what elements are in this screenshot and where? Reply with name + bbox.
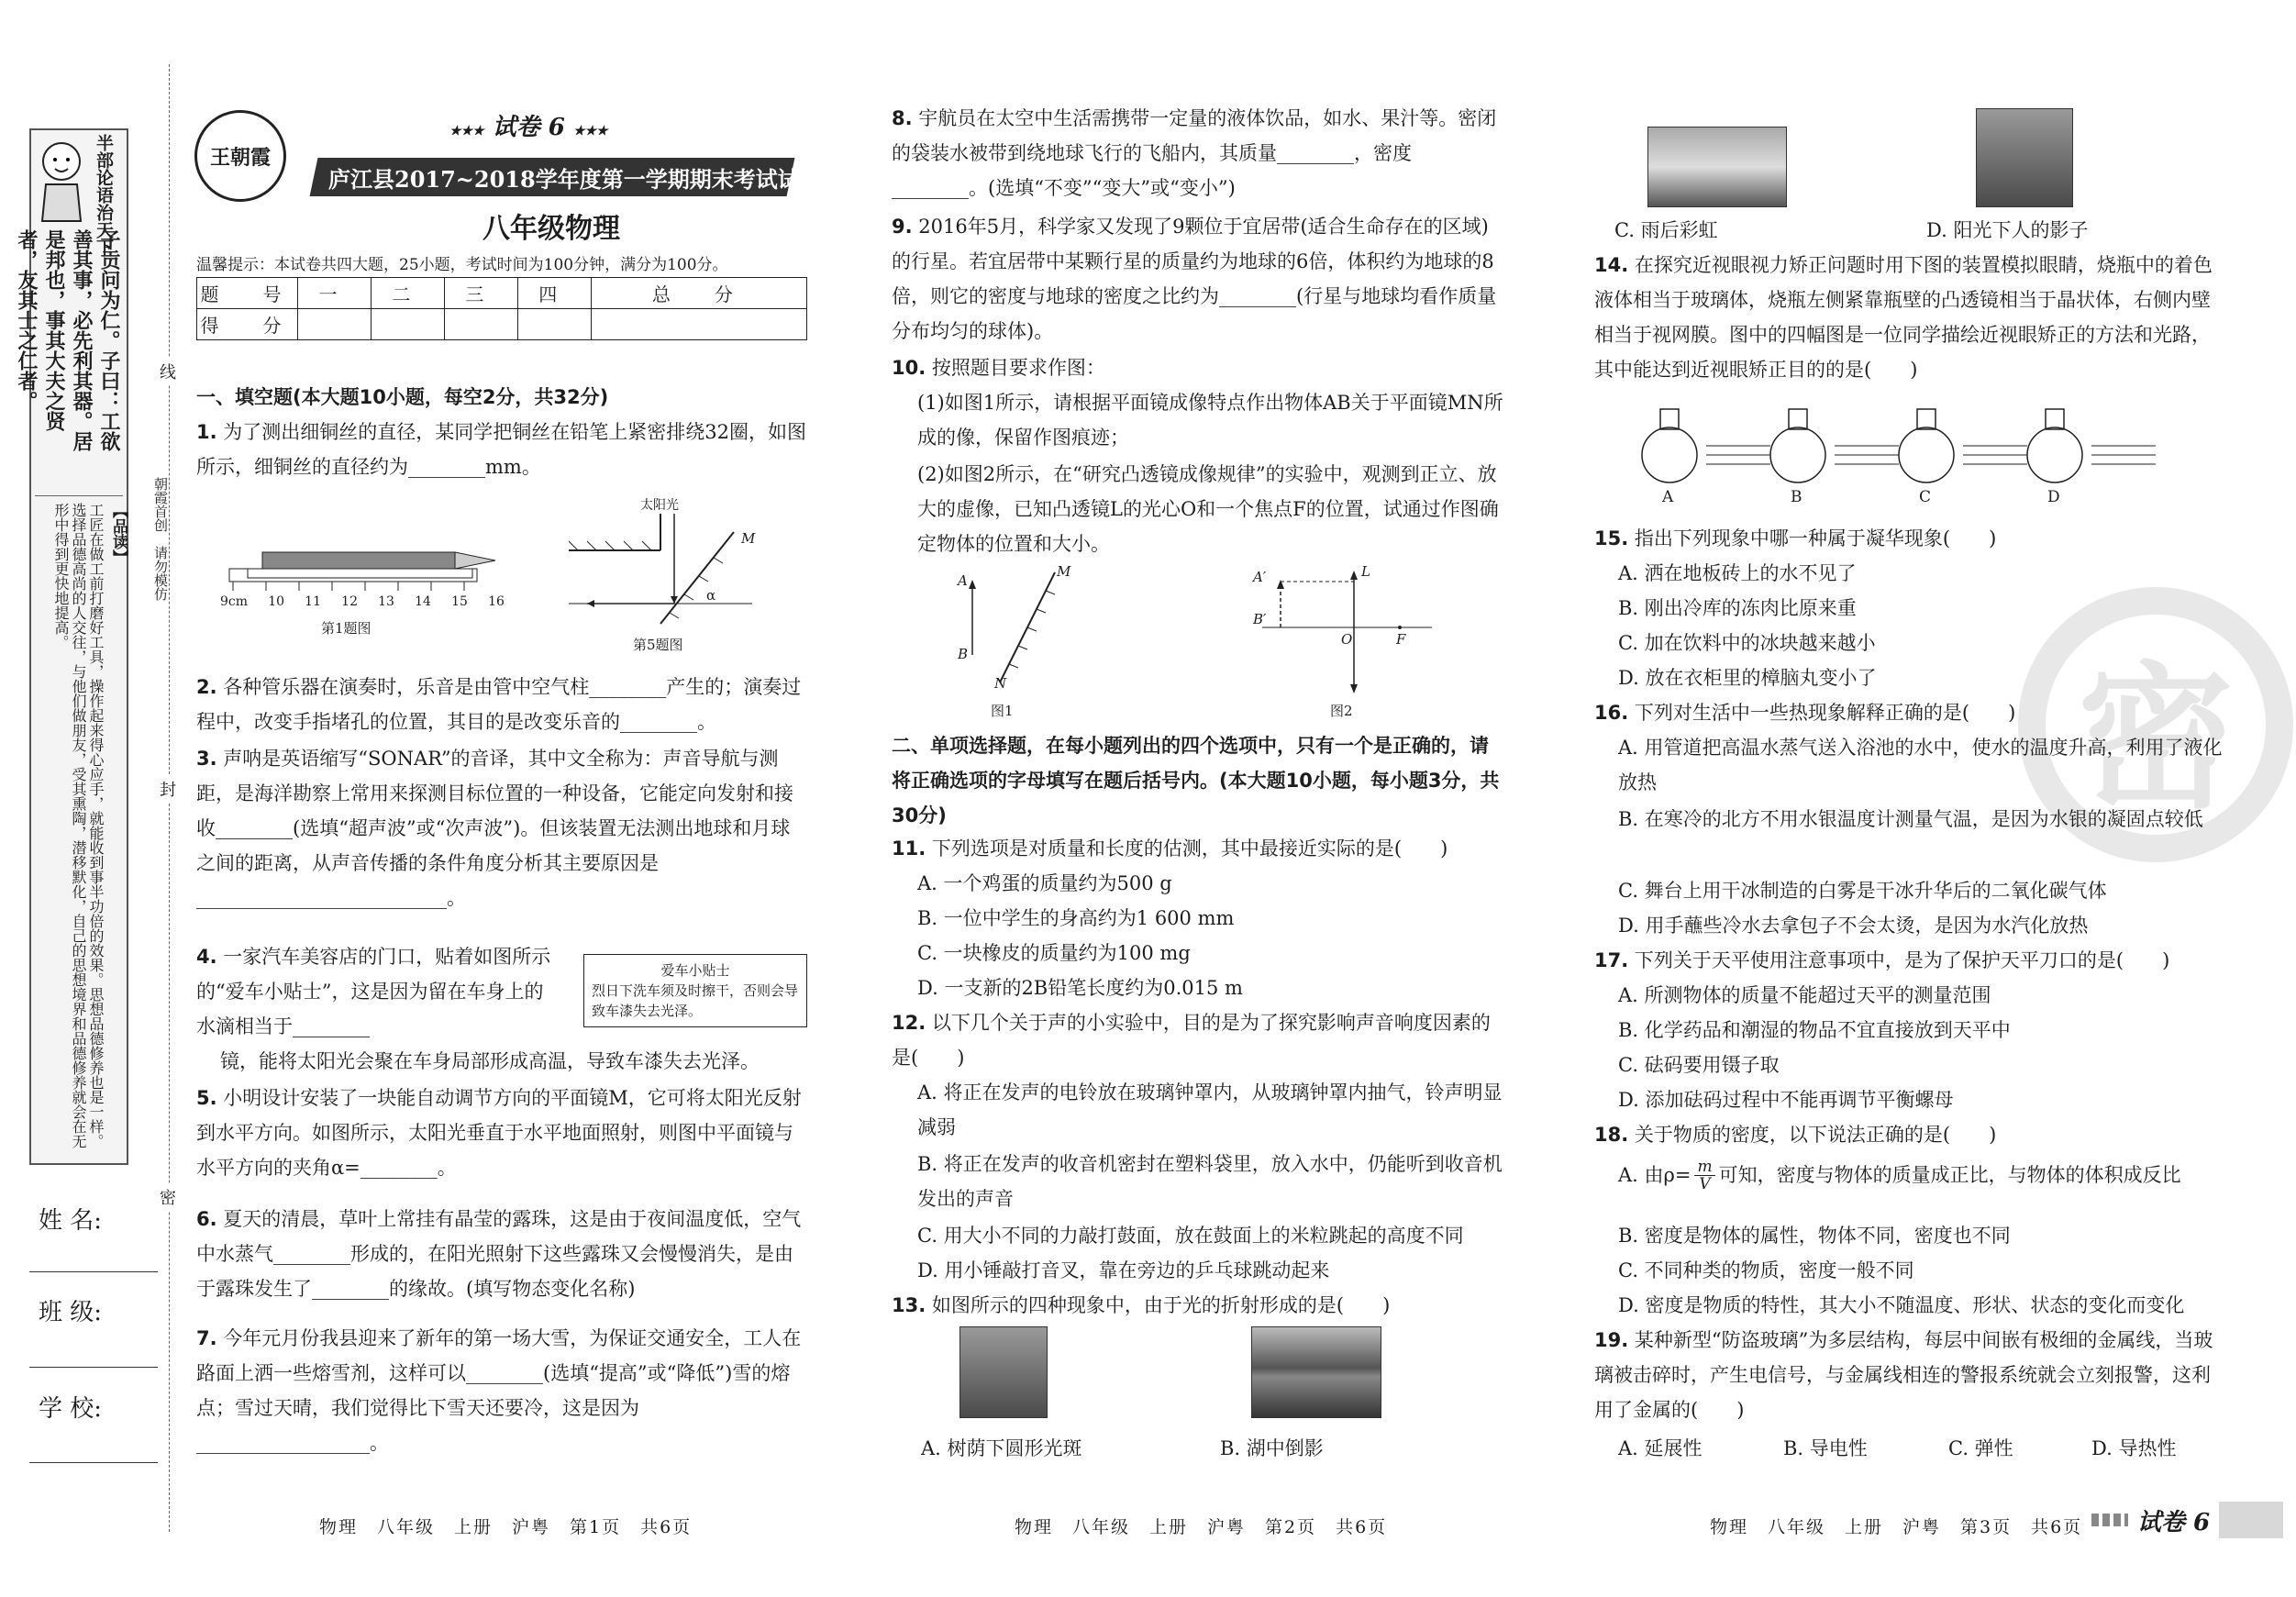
q10-fig1: [954, 563, 1101, 719]
footer-page-1: 物理 八年级 上册 沪粤 第1页 共6页: [319, 1517, 693, 1537]
question-17: [1594, 943, 2227, 978]
ruler-label: 16: [488, 594, 505, 609]
fig2-label-B: B′: [1253, 611, 1267, 627]
q11-option-a[interactable]: A. 一个鸡蛋的质量约为500 g: [917, 872, 1172, 894]
fig5-alpha-label: α: [706, 587, 716, 604]
q15-option-a[interactable]: A. 洒在地板砖上的水不见了: [1618, 562, 1857, 584]
q-num: 3.: [196, 748, 217, 770]
question-6: [196, 1202, 807, 1306]
q10-fig2: [1253, 563, 1436, 719]
question-3: [196, 741, 807, 915]
question-10-2: (2)如图2所示，在“研究凸透镜成像规律”的实验中，观测到正立、放大的虚像，已知凸透镜L的光心O和一个焦点F的位置，试通过作图确定物体的位置和大小。: [917, 463, 1499, 555]
fig2-caption: 图2: [1330, 703, 1353, 719]
q7-text: 今年元月份我县迎来了新年的第一场大雪，为保证交通安全，工人在路面上洒一些熔雪剂，这样可以________(选填“提高”或“降低”)雪的熔点；雪过天晴，我们觉得比下雪天还要冷，这是因为__________________。: [196, 1327, 802, 1454]
school-label: 学 校:: [39, 1395, 103, 1423]
q-num: 19.: [1594, 1329, 1629, 1351]
q1-text: 为了测出细铜丝的直径，某同学把铜丝在铅笔上紧密排绕32圈，如图所示，细铜丝的直径约为________mm。: [196, 421, 807, 478]
fig2-label-L: L: [1361, 563, 1370, 580]
car-tip-title: 爱车小贴士: [660, 962, 730, 979]
stars-right: ★★★: [572, 124, 608, 139]
section-2-title: 二、单项选择题，在每小题列出的四个选项中，只有一个是正确的，请将正确选项的字母填写在题后括号内。(本大题10小题，每小题3分，共30分): [892, 735, 1500, 826]
school-field[interactable]: [29, 1462, 158, 1463]
score-head-5: 总 分: [591, 278, 806, 309]
sidebar-pindu: 工匠在做工前打磨好工具，操作起来得心应手，就能收到事半功倍的效果。思想品德修养也是一样。选择品德高尚的人交往，与他们做朋友，受其熏陶，潜移默化，自己的思想境界和品德修养就会在无形中得到更快地提高。: [52, 503, 105, 1148]
question-16: [1594, 695, 2227, 730]
stars-left: ★★★: [449, 124, 484, 139]
q-num: 18.: [1594, 1124, 1629, 1146]
q16-text: 下列对生活中一些热现象解释正确的是( ): [1634, 702, 2016, 724]
q-num: 14.: [1594, 254, 1629, 276]
score-cell[interactable]: [591, 309, 806, 340]
notice: 温馨提示：本试卷共四大题，25小题，考试时间为100分钟，满分为100分。: [196, 256, 728, 274]
footer-dots: [2091, 1514, 2128, 1526]
q16-option-c[interactable]: C. 舞台上用干冰制造的白雾是干冰升华后的二氧化碳气体: [1618, 880, 2107, 902]
question-7: [196, 1321, 807, 1460]
ruler-label: 15: [451, 594, 468, 609]
sidebar-quote: 子贡问为仁。子曰：工欲善其事，必先利其器。居是邦也，事其大夫之贤者，友其士之仁者。: [15, 229, 121, 451]
q13-photo-b: [1251, 1326, 1381, 1418]
score-table: [196, 277, 807, 340]
logo-text: 王朝霞: [209, 145, 271, 170]
ruler-label: 14: [415, 594, 431, 609]
footer-badge-text: 试卷 6: [2137, 1508, 2211, 1536]
q-num: 7.: [196, 1327, 217, 1349]
q11-option-d[interactable]: D. 一支新的2B铅笔长度约为0.015 m: [917, 977, 1243, 999]
question-18: [1594, 1117, 2227, 1152]
q19-option-c[interactable]: C. 弹性: [1948, 1437, 2013, 1459]
score-head-0: 题 号: [197, 278, 298, 309]
q2-text: 各种管乐器在演奏时，乐音是由管中空气柱________产生的；演奏过程中，改变手指堵孔的位置，其目的是改变乐音的________。: [196, 676, 802, 733]
fig2-label-F: F: [1396, 631, 1406, 648]
q14-label-c: C: [1919, 488, 1932, 506]
fig5-caption: 第5题图: [633, 637, 683, 653]
question-19: [1594, 1323, 2227, 1427]
name-label: 姓 名:: [39, 1207, 103, 1235]
q-num: 4.: [196, 946, 217, 968]
q14-label-d: D: [2047, 488, 2060, 506]
fig2-label-A: A′: [1253, 569, 1267, 585]
q15-option-b[interactable]: B. 刚出冷库的冻肉比原来重: [1618, 597, 1857, 619]
question-10: [892, 350, 1506, 385]
question-5: [196, 1081, 807, 1185]
q16-option-a[interactable]: A. 用管道把高温水蒸气送入浴池的水中，使水的温度升高，利用了液化放热: [1618, 737, 2223, 793]
q18-option-a[interactable]: [1618, 1158, 2181, 1192]
seal-char-2: 封: [160, 775, 176, 803]
q12-option-b[interactable]: B. 将正在发声的收音机密封在塑料袋里，放入水中，仍能听到收音机发出的声音: [917, 1153, 1503, 1210]
q18-a-pre: A. 由ρ=: [1618, 1164, 1691, 1186]
q13-photo-d: [1976, 108, 2073, 207]
q13-photo-c: [1647, 127, 1787, 207]
q18-option-d[interactable]: D. 密度是物质的特性，其大小不随温度、形状、状态的变化而变化: [1618, 1294, 2185, 1316]
q6-text: 夏天的清晨，草叶上常挂有晶莹的露珠，这是由于夜间温度低，空气中水蒸气________形成的，在阳光照射下这些露珠又会慢慢消失，是由于露珠发生了________的缘故。(填写物态变化名称): [196, 1208, 802, 1300]
q16-option-d[interactable]: D. 用手蘸些冷水去拿包子不会太烫，是因为水汽化放热: [1618, 915, 2089, 937]
q17-option-a[interactable]: A. 所测物体的质量不能超过天平的测量范围: [1618, 984, 1991, 1006]
score-cell[interactable]: [517, 309, 591, 340]
q11-option-c[interactable]: C. 一块橡皮的质量约为100 mg: [917, 942, 1191, 964]
ruler-label: 12: [341, 594, 358, 609]
q18-option-c[interactable]: C. 不同种类的物质，密度一般不同: [1618, 1259, 1914, 1281]
q13-option-b[interactable]: B. 湖中倒影: [1220, 1437, 1324, 1459]
score-head-2: 二: [371, 278, 444, 309]
question-2: [196, 670, 807, 739]
name-field[interactable]: [29, 1271, 158, 1272]
car-tip-body: 烈日下洗车须及时擦干，否则会导致车漆失去光泽。: [592, 982, 799, 1019]
fig1-caption: 第1题图: [321, 620, 372, 637]
fraction-den: V: [1699, 1174, 1711, 1193]
q14-text: 在探究近视眼视力矫正问题时用下图的装置模拟眼睛，烧瓶中的着色液体相当于玻璃体，烧瓶左侧紧靠瓶壁的凸透镜相当于晶状体，右侧内壁相当于视网膜。图中的四幅图是一位同学描绘近视眼矫正的方法和光路，其中能达到近视眼矫正目的的是( ): [1594, 254, 2213, 381]
score-head-1: 一: [298, 278, 372, 309]
fig1-caption: 图1: [991, 703, 1014, 719]
fig1-label-M: M: [1057, 563, 1071, 580]
fraction-num: m: [1694, 1159, 1714, 1176]
score-cell[interactable]: [371, 309, 444, 340]
question-9: [892, 209, 1506, 349]
q13-option-c[interactable]: C. 雨后彩虹: [1614, 219, 1718, 241]
question-11: [892, 831, 1506, 866]
q-num: 11.: [892, 837, 926, 859]
question-8: [892, 101, 1506, 205]
q15-option-d[interactable]: D. 放在衣柜里的樟脑丸变小了: [1618, 667, 1877, 689]
q17-text: 下列关于天平使用注意事项中，是为了保护天平刀口的是( ): [1634, 949, 2170, 971]
question-4-cont: 镜，能将太阳光会聚在车身局部形成高温，导致车漆失去光泽。: [220, 1050, 760, 1072]
section-1-title: 一、填空题(本大题10小题，每空2分，共32分): [196, 386, 609, 408]
q17-option-d[interactable]: D. 添加砝码过程中不能再调节平衡螺母: [1618, 1089, 1954, 1111]
q19-option-b[interactable]: B. 导电性: [1783, 1437, 1868, 1459]
question-10-1: (1)如图1所示，请根据平面镜成像特点作出物体AB关于平面镜MN所成的像，保留作图痕迹；: [917, 392, 1503, 449]
q12-option-a[interactable]: A. 将正在发声的电铃放在玻璃钟罩内，从玻璃钟罩内抽气，铃声明显减弱: [917, 1081, 1503, 1138]
fig1-ruler: [220, 541, 505, 642]
fig2-label-O: O: [1341, 631, 1353, 648]
exam-badge: 试卷 6: [492, 114, 565, 141]
car-tip-box: [583, 954, 807, 1027]
score-head-4: 四: [517, 278, 591, 309]
q9-text: 2016年5月，科学家又发现了9颗位于宜居带(适合生命存在的区域)的行星。若宜居带中某颗行星的质量约为地球的6倍，体积约为地球的8倍，则它的密度与地球的密度之比约为________(行星与地球均看作质量分布均匀的球体)。: [892, 216, 1497, 342]
q18-text: 关于物质的密度，以下说法正确的是( ): [1634, 1124, 1997, 1146]
fig5-sun-label: 太阳光: [640, 498, 679, 513]
q-num: 15.: [1594, 527, 1629, 549]
q8-text: 宇航员在太空中生活需携带一定量的液体饮品，如水、果汁等。密闭的袋装水被带到绕地球飞行的飞船内，其质量________，密度________。(选填“不变”“变大”或“变小”): [892, 107, 1497, 199]
ruler-label: 10: [268, 594, 285, 609]
ruler-label: 13: [378, 594, 394, 609]
header-badge-row: [449, 108, 608, 142]
q18-a-post: 可知，密度与物体的质量成正比，与物体的体积成反比: [1718, 1164, 2181, 1186]
class-label: 班 级:: [39, 1299, 103, 1326]
fig1-label-B: B: [958, 646, 969, 662]
sidebar-divider: [35, 495, 123, 496]
footer-page-3: 物理 八年级 上册 沪粤 第3页 共6页: [1710, 1517, 2083, 1537]
fig1-label-N: N: [994, 675, 1007, 692]
q12-text: 以下几个关于声的小实验中，目的是为了探究影响声音响度因素的是( ): [892, 1012, 1491, 1069]
fig5-M-label: M: [741, 530, 756, 547]
q17-option-b[interactable]: B. 化学药品和潮湿的物品不宜直接放到天平中: [1618, 1019, 2011, 1041]
fig5-mirror: [569, 495, 761, 651]
q12-option-d[interactable]: D. 用小锤敲打音叉，靠在旁边的乒乓球跳动起来: [917, 1259, 1330, 1281]
ruler-label: 9cm: [220, 594, 249, 609]
q-num: 13.: [892, 1294, 926, 1316]
ruler-label: 11: [305, 594, 321, 609]
q13-text: 如图所示的四种现象中，由于光的折射形成的是( ): [931, 1294, 1391, 1316]
footer-page-2: 物理 八年级 上册 沪粤 第2页 共6页: [1015, 1517, 1388, 1537]
q5-text: 小明设计安装了一块能自动调节方向的平面镜M，它可将太阳光反射到水平方向。如图所示，太阳光垂直于水平地面照射，则图中平面镜与水平方向的夹角α=________。: [196, 1087, 802, 1179]
q14-label-a: A: [1662, 488, 1674, 506]
ruler-labels: [220, 594, 505, 609]
question-12: [892, 1005, 1506, 1075]
q15-option-c[interactable]: C. 加在饮料中的冰块越来越小: [1618, 632, 1876, 654]
question-4: [196, 939, 554, 1044]
q14-diagrams: [1614, 404, 2165, 514]
q4-text: 一家汽车美容店的门口，贴着如图所示的“爱车小贴士”，这是因为留在车身上的水滴相当于________: [196, 946, 551, 1037]
sidebar-cartoon: [35, 134, 88, 226]
score-cell[interactable]: [444, 309, 517, 340]
footer-bar: [2219, 1502, 2283, 1538]
q-num: 16.: [1594, 702, 1629, 724]
score-cell[interactable]: [298, 309, 372, 340]
subject-title: 八年级物理: [482, 213, 620, 245]
q-num: 5.: [196, 1087, 217, 1109]
watermark-text: 密: [2077, 646, 2234, 830]
exam-title: 庐江县2017~2018学年度第一学期期末考试试题: [328, 166, 822, 193]
fig1-label-A: A: [958, 572, 968, 589]
q11-text: 下列选项是对质量和长度的估测，其中最接近实际的是( ): [931, 837, 1448, 859]
q-num: 9.: [892, 216, 913, 238]
q15-text: 指出下列现象中哪一种属于凝华现象( ): [1634, 527, 1997, 549]
score-label: 得 分: [197, 309, 298, 340]
seal-char-1: 线: [160, 358, 176, 385]
q13-photo-a: [959, 1326, 1048, 1418]
question-14: [1594, 248, 2227, 387]
q12-option-c[interactable]: C. 用大小不同的力敲打鼓面，放在鼓面上的米粒跳起的高度不同: [917, 1225, 1464, 1247]
q-num: 2.: [196, 676, 217, 698]
q-num: 12.: [892, 1012, 926, 1034]
q14-label-b: B: [1791, 488, 1802, 506]
q3-text: 声呐是英语缩写“SONAR”的音译，其中文全称为：声音导航与测距，是海洋勘察上常用来探测目标位置的一种设备，它能定向发射和接收________(选填“超声波”或“次声波”)。但该装置无法测出地球和月球之间的距离，从声音传播的条件角度分析其主要原因是__________________________。: [196, 748, 793, 909]
q19-option-a[interactable]: A. 延展性: [1618, 1437, 1703, 1459]
q-num: 8.: [892, 107, 913, 129]
seal-char-3: 密: [160, 1183, 176, 1211]
q18-option-b[interactable]: B. 密度是物体的属性，物体不同，密度也不同: [1618, 1225, 2011, 1247]
sidebar-pindu-title: 【品读】: [109, 503, 128, 565]
q19-text: 某种新型“防盗玻璃”为多层结构，每层中间嵌有极细的金属线，当玻璃被击碎时，产生电信号，与金属线相连的警报系统就会立刻报警，这利用了金属的( ): [1594, 1329, 2213, 1421]
q13-option-a[interactable]: A. 树荫下圆形光斑: [921, 1437, 1082, 1459]
class-field[interactable]: [29, 1367, 158, 1368]
question-15: [1594, 521, 2227, 556]
score-head-3: 三: [444, 278, 517, 309]
fraction: [1694, 1159, 1714, 1192]
question-13: [892, 1288, 1506, 1323]
side-notes: 朝霞首创 请勿模仿: [152, 477, 169, 601]
q-num: 17.: [1594, 949, 1629, 971]
q13-option-d[interactable]: D. 阳光下人的影子: [1926, 219, 2089, 241]
q-num: 6.: [196, 1208, 217, 1230]
q19-option-d[interactable]: D. 导热性: [2091, 1437, 2177, 1459]
sidebar-banner-title: 半部论语治天下: [94, 134, 114, 256]
logo: [194, 110, 286, 202]
q17-option-c[interactable]: C. 砝码要用镊子取: [1618, 1054, 1780, 1076]
q16-option-b[interactable]: B. 在寒冷的北方不用水银温度计测量气温，是因为水银的凝固点较低: [1618, 808, 2203, 830]
q-num: 10.: [892, 357, 926, 379]
q-num: 1.: [196, 421, 217, 443]
footer-badge: [2091, 1501, 2283, 1539]
q10-text: 按照题目要求作图：: [931, 357, 1105, 379]
question-1: [196, 415, 807, 484]
q11-option-b[interactable]: B. 一位中学生的身高约为1 600 mm: [917, 907, 1235, 929]
